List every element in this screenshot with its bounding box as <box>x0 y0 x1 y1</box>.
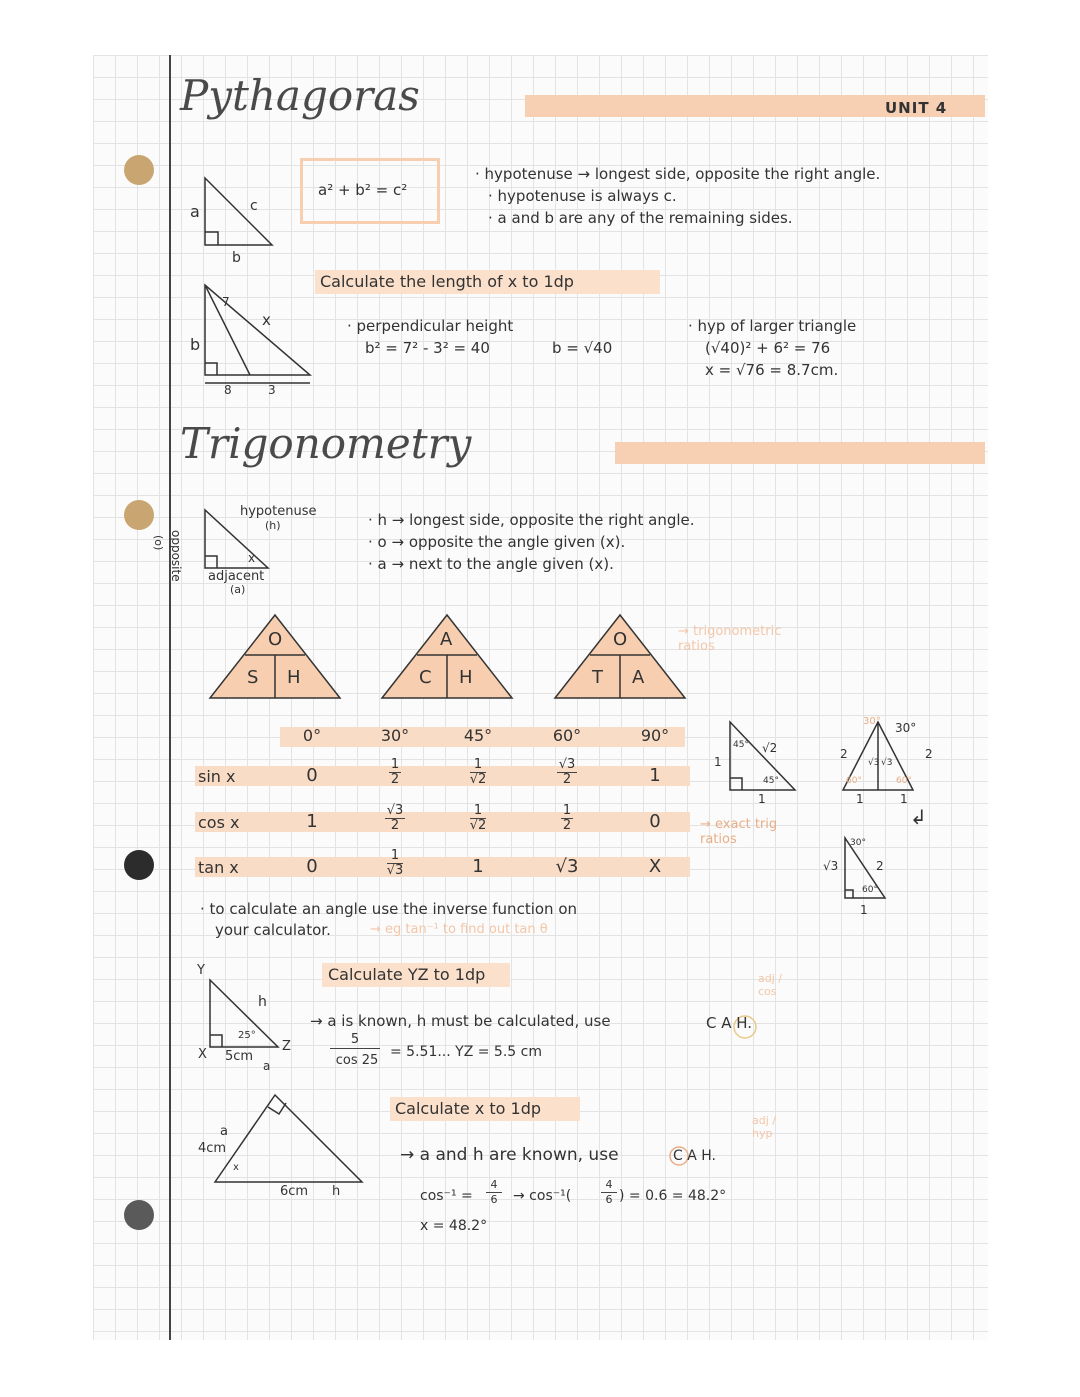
ex2-frac2-den: 6 <box>605 1193 613 1206</box>
ex2-side-a: 4cm <box>198 1141 227 1156</box>
adjacent-label: adjacent <box>208 569 265 584</box>
example1-adj-cos: adj / cos <box>758 972 782 998</box>
table-highlights <box>195 727 690 877</box>
step2-calc: (√40)² + 6² = 76 <box>705 339 831 357</box>
ex2-line1-b: → cos⁻¹( <box>513 1188 572 1204</box>
fraction <box>470 758 487 786</box>
equi-angle-30a: 30° <box>863 716 881 727</box>
ex1-vertex-z: Z <box>282 1039 291 1054</box>
cah-left: C <box>419 667 432 688</box>
inverse-note: your calculator. <box>215 921 331 939</box>
table-cell: 1 <box>306 811 318 832</box>
table-cell <box>360 804 430 832</box>
table-cell <box>443 758 513 786</box>
example-heading: Calculate the length of x to 1dp <box>320 272 574 291</box>
example-label-7: 7 <box>222 295 230 309</box>
table-cell <box>360 758 430 786</box>
example-label-3: 3 <box>268 383 276 397</box>
ex1-label-a: a <box>263 1059 271 1073</box>
ex2-line2: x = 48.2° <box>420 1218 488 1234</box>
fraction <box>389 758 401 786</box>
example1-cah: C A H. <box>706 1014 753 1032</box>
cah-right: H <box>459 667 473 688</box>
toa-right: A <box>632 667 645 688</box>
tri45-angle-b: 45° <box>763 776 779 786</box>
ex1-side: 5cm <box>225 1049 254 1064</box>
small-side-root3: √3 <box>823 859 839 873</box>
fraction-denominator: √2 <box>469 771 487 787</box>
ratios-note: → trigonometric ratios <box>678 624 782 654</box>
ex2-angle-x: x <box>233 1162 239 1173</box>
table-cell: √3 <box>555 856 579 877</box>
ex1-label-h: h <box>258 994 267 1010</box>
fraction-numerator: √3 <box>558 757 576 772</box>
example-label-8: 8 <box>224 383 232 397</box>
side-b-label: b <box>232 250 241 266</box>
cah-triangle <box>382 615 512 698</box>
fraction <box>470 804 487 832</box>
pythagoras-note: · hypotenuse is always c. <box>488 187 677 205</box>
table-cell: X <box>648 856 662 877</box>
pythagoras-note: · a and b are any of the remaining sides. <box>488 209 793 227</box>
ex1-vertex-x: X <box>198 1047 207 1062</box>
table-cell: 0 <box>649 811 661 832</box>
ex2-line1-a: cos⁻¹ = <box>420 1188 473 1204</box>
equi-height-a: √3 <box>868 758 880 768</box>
example2-heading: Calculate x to 1dp <box>395 1099 542 1118</box>
example-label-b: b <box>190 335 201 354</box>
cah-top: A <box>440 629 453 650</box>
pythagoras-triangle <box>205 178 272 245</box>
step2-title: · hyp of larger triangle <box>688 317 857 335</box>
fraction <box>387 849 404 877</box>
ex2-line1-c: ) = 0.6̇ = 48.2° <box>619 1188 727 1204</box>
toa-triangle <box>555 615 685 698</box>
fraction <box>561 804 573 832</box>
inverse-note: · to calculate an angle use the inverse function on <box>200 900 577 918</box>
ex2-frac-num: 4 <box>486 1179 502 1193</box>
example2-reason: → a and h are known, use <box>400 1145 619 1165</box>
ex2-label-h: h <box>332 1184 341 1199</box>
fraction-denominator: 2 <box>562 771 572 787</box>
ex1-vertex-y: Y <box>197 963 205 978</box>
equi-side-right: 2 <box>925 747 933 761</box>
equi-angle-60a: 60° <box>846 776 862 786</box>
example2-cah: C A H. <box>673 1148 716 1164</box>
small-angle-60: 60° <box>862 885 878 895</box>
ex2-label-a: a <box>220 1124 228 1139</box>
tri45-hyp: √2 <box>762 741 778 755</box>
table-angle-header: 45° <box>463 726 493 745</box>
example1-heading: Calculate YZ to 1dp <box>328 965 486 984</box>
ex1-numerator: 5 <box>330 1033 380 1049</box>
ex2-side-h: 6cm <box>280 1184 309 1199</box>
table-cell: 1 <box>472 856 484 877</box>
toa-top: O <box>613 629 628 650</box>
title-highlight <box>615 442 985 464</box>
example1-reason: → a is known, h must be calculated, use <box>310 1012 611 1030</box>
equi-height-b: √3 <box>881 758 893 768</box>
table-cell <box>532 804 602 832</box>
angle-x-label: x <box>248 551 256 565</box>
table-cell: 0 <box>306 856 318 877</box>
soh-right: H <box>287 667 301 688</box>
table-angle-header: 30° <box>380 726 410 745</box>
fraction-denominator: 2 <box>562 817 572 833</box>
side-a-label: a <box>190 202 200 221</box>
toa-left: T <box>592 667 603 688</box>
trig-note: · a → next to the angle given (x). <box>368 555 614 573</box>
step2-result: x = √76 = 8.7cm. <box>705 361 839 379</box>
fraction <box>385 804 406 832</box>
fraction-numerator: 1 <box>390 757 400 772</box>
pythagoras-note: · hypotenuse → longest side, opposite the right angle. <box>475 165 881 183</box>
soh-top: O <box>268 629 283 650</box>
example2-adj-hyp: adj / hyp <box>752 1114 776 1140</box>
adjacent-a-label: (a) <box>230 583 246 596</box>
opposite-label: opposite <box>169 530 183 582</box>
trigonometry-title: Trigonometry <box>180 419 472 468</box>
fraction <box>557 758 578 786</box>
table-cell: 1 <box>649 765 661 786</box>
small-base-1: 1 <box>860 903 868 917</box>
equi-base-a: 1 <box>856 792 864 806</box>
small-angle-30: 30° <box>850 838 866 848</box>
hypotenuse-label: hypotenuse <box>240 504 317 519</box>
example-label-x: x <box>262 311 271 329</box>
inverse-example: → eg tan⁻¹ to find out tan θ <box>370 922 548 937</box>
soh-left: S <box>247 667 259 688</box>
fraction-denominator: √2 <box>469 817 487 833</box>
equi-angle-60b: 60° <box>896 776 912 786</box>
example-triangle <box>205 285 310 383</box>
table-cell: 0 <box>306 765 318 786</box>
table-row-label: tan x <box>198 858 239 877</box>
fraction-numerator: 1 <box>470 804 487 819</box>
ex1-denominator: cos 25 <box>335 1053 379 1068</box>
fraction-numerator: √3 <box>386 803 404 818</box>
fraction-denominator: 2 <box>390 817 400 833</box>
hypotenuse-h-label: (h) <box>265 519 281 532</box>
equi-side-left: 2 <box>840 747 848 761</box>
fraction-numerator: 1 <box>387 849 404 864</box>
side-c-label: c <box>250 198 258 214</box>
table-angle-header: 90° <box>640 726 670 745</box>
ex1-result: = 5.51... YZ = 5.5 cm <box>390 1044 542 1060</box>
fraction-denominator: 2 <box>390 771 400 787</box>
ex2-frac2-num: 4 <box>601 1179 617 1193</box>
step1-result: b = √40 <box>552 339 613 357</box>
tri45-side-left: 1 <box>714 755 722 769</box>
table-row-label: cos x <box>198 813 240 832</box>
unit-label: UNIT 4 <box>885 99 948 117</box>
fraction-numerator: 1 <box>562 803 572 818</box>
table-angle-header: 60° <box>552 726 582 745</box>
equi-angle-30b: 30° <box>895 721 917 735</box>
small-hyp-2: 2 <box>876 859 884 873</box>
step1-title: · perpendicular height <box>347 317 514 335</box>
table-cell <box>443 804 513 832</box>
table-cell <box>360 849 430 877</box>
soh-triangle <box>210 615 340 698</box>
arrow-icon: ↲ <box>910 805 927 829</box>
exact-note: → exact trig ratios <box>700 817 778 847</box>
ex1-angle: 25° <box>238 1030 256 1041</box>
ex2-frac-den: 6 <box>490 1193 498 1206</box>
step1-calc: b² = 7² - 3² = 40 <box>365 339 490 357</box>
opposite-o-label: (o) <box>152 535 165 551</box>
tri45-angle-a: 45° <box>733 740 749 750</box>
equi-base-b: 1 <box>900 792 908 806</box>
trig-note: · h → longest side, opposite the right angle. <box>368 511 695 529</box>
pythagoras-formula: a² + b² = c² <box>318 181 408 199</box>
tri45-side-bottom: 1 <box>758 792 766 806</box>
fraction-denominator: √3 <box>386 862 404 878</box>
pythagoras-title: Pythagoras <box>180 71 420 120</box>
fraction-numerator: 1 <box>470 758 487 773</box>
table-angle-header: 0° <box>302 726 322 745</box>
trig-note: · o → opposite the angle given (x). <box>368 533 626 551</box>
table-row-label: sin x <box>198 767 236 786</box>
table-cell <box>532 758 602 786</box>
